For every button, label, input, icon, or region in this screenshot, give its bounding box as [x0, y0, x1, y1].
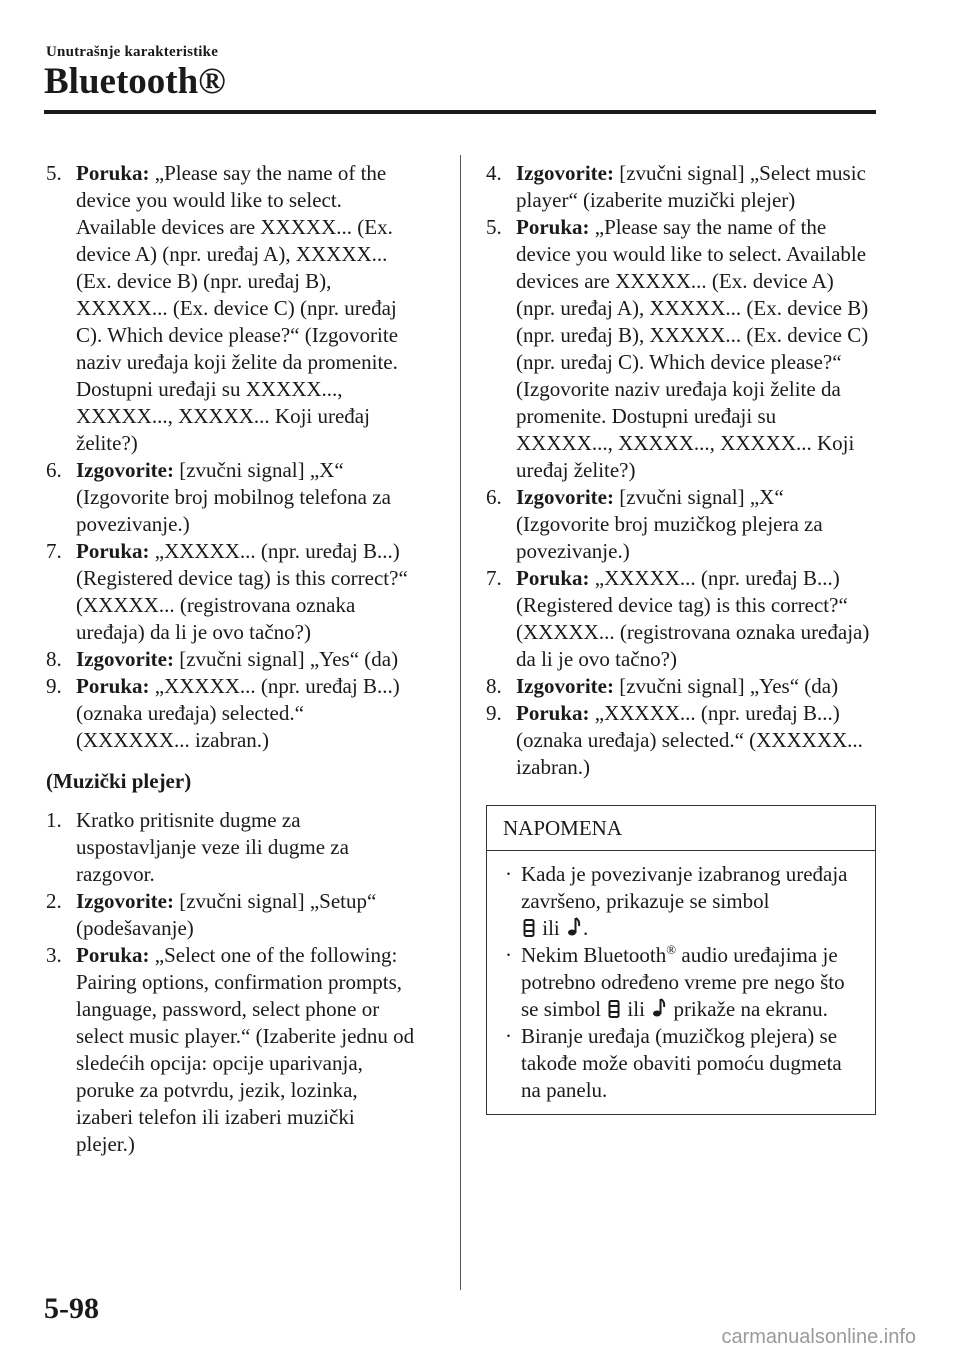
- music-note-icon: [567, 917, 581, 937]
- note-box: [486, 805, 876, 1115]
- watermark: carmanualsonline.info: [721, 1326, 916, 1348]
- step-label: Poruka:: [76, 161, 150, 185]
- step-label: Izgovorite:: [76, 647, 174, 671]
- note-text: prikaže na ekranu.: [673, 997, 828, 1021]
- music-note-icon: [652, 998, 666, 1018]
- step-text: „XXXXX... (npr. uređaj B...) (Registered device tag) is this correct?“ (XXXXX... (registrovana oznaka uređaja) da li je ovo tačno?): [76, 539, 408, 644]
- phone-icon: [608, 1000, 620, 1018]
- step-item: [46, 807, 418, 888]
- step-number: 8.: [486, 674, 502, 698]
- step-text: [zvučni signal] „Select music player“ (izaberite muzički plejer): [516, 161, 866, 212]
- step-label: Izgovorite:: [516, 485, 614, 509]
- step-item: [486, 673, 876, 700]
- step-item: [46, 888, 418, 942]
- step-number: 5.: [486, 215, 502, 239]
- note-title: NAPOMENA: [487, 806, 875, 851]
- left-column: [46, 160, 418, 1158]
- step-label: Izgovorite:: [516, 674, 614, 698]
- step-item: [486, 484, 876, 565]
- bullet-dot: ·: [505, 943, 512, 967]
- page-number: 5-98: [44, 1292, 99, 1325]
- step-label: Poruka:: [76, 539, 150, 563]
- step-item: [486, 700, 876, 781]
- note-text: .: [583, 916, 589, 940]
- step-text: „Select one of the following: Pairing options, confirmation prompts, language, password, select phone or select music player.“ (Izaberite jednu od sledećih opcija: opcije uparivanja, poruke za potvrdu, jezik, lozinka, izaberi telefon ili izaberi muzički plejer.): [76, 943, 415, 1156]
- step-number: 5.: [46, 161, 62, 185]
- chapter-title: Bluetooth®: [44, 61, 226, 102]
- step-text: [zvučni signal] „Yes“ (da): [173, 647, 399, 671]
- step-number: 6.: [486, 485, 502, 509]
- right-column: [486, 160, 876, 1115]
- step-label: Poruka:: [516, 701, 590, 725]
- note-text: Kada je povezivanje izabranog uređaja završeno, prikazuje se simbol: [521, 862, 848, 913]
- step-number: 9.: [46, 674, 62, 698]
- note-text: Nekim Bluetooth: [521, 943, 667, 967]
- step-label: Poruka:: [76, 943, 150, 967]
- step-item: [486, 160, 876, 214]
- step-label: Poruka:: [516, 566, 590, 590]
- step-number: 8.: [46, 647, 62, 671]
- step-label: Poruka:: [516, 215, 590, 239]
- step-item: [486, 565, 876, 673]
- step-text: „Please say the name of the device you would like to select. Available devices are XXXXX... (Ex. device A) (npr. uređaj A), XXXXX... (Ex. device B) (npr. uređaj B), XXXXX... (Ex. device C) (npr. uređaj C). Which device please?“ (Izgovorite naziv uređaja koji želite da promenite. Dostupni uređaji su XXXXX..., XXXXX..., XXXXX... Koji uređaj želite?): [516, 215, 869, 482]
- header-rule: [44, 110, 876, 114]
- step-text: [zvučni signal] „Setup“ (podešavanje): [76, 889, 377, 940]
- step-text: „XXXXX... (npr. uređaj B...) (oznaka uređaja) selected.“ (XXXXXX... izabran.): [76, 674, 400, 752]
- registered-mark: ®: [666, 942, 677, 957]
- step-text: „XXXXX... (npr. uređaj B...) (Registered device tag) is this correct?“ (XXXXX... (registrovana oznaka uređaja) da li je ovo tačno?): [516, 566, 870, 671]
- step-number: 6.: [46, 458, 62, 482]
- step-number: 1.: [46, 808, 62, 832]
- note-text: audio uređajima je potrebno određeno vreme pre nego što se simbol: [521, 943, 845, 1021]
- step-label: Izgovorite:: [516, 161, 614, 185]
- step-number: 3.: [46, 943, 62, 967]
- step-label: Poruka:: [76, 674, 150, 698]
- bullet-dot: ·: [505, 1024, 512, 1048]
- step-text: Kratko pritisnite dugme za uspostavljanje veze ili dugme za razgovor.: [76, 808, 349, 886]
- step-number: 4.: [486, 161, 502, 185]
- step-item: [46, 160, 418, 457]
- note-text: ili: [627, 997, 645, 1021]
- step-number: 9.: [486, 701, 502, 725]
- step-item: [46, 646, 418, 673]
- step-text: [zvučni signal] „Yes“ (da): [613, 674, 839, 698]
- step-number: 7.: [486, 566, 502, 590]
- step-number: 2.: [46, 889, 62, 913]
- step-text: „Please say the name of the device you would like to select. Available devices are XXXXX... (Ex. device A) (npr. uređaj A), XXXXX... (Ex. device B) (npr. uređaj B), XXXXX... (Ex. device C) (npr. uređaj C). Which device please?“ (Izgovorite naziv uređaja koji želite da promenite. Dostupni uređaji su XXXXX..., XXXXX..., XXXXX... Koji uređaj želite?): [76, 161, 399, 455]
- column-divider: [460, 155, 461, 1290]
- note-body: [487, 851, 875, 1114]
- step-text: [zvučni signal] „X“ (Izgovorite broj mobilnog telefona za povezivanje.): [76, 458, 391, 536]
- note-bullet: [501, 942, 861, 1023]
- step-item: [46, 457, 418, 538]
- step-item: [46, 942, 418, 1158]
- step-number: 7.: [46, 539, 62, 563]
- step-label: Izgovorite:: [76, 458, 174, 482]
- section-label: Unutrašnje karakteristike: [46, 44, 219, 60]
- step-label: Izgovorite:: [76, 889, 174, 913]
- phone-icon: [523, 919, 535, 937]
- step-item: [486, 214, 876, 484]
- step-text: „XXXXX... (npr. uređaj B...) (oznaka uređaja) selected.“ (XXXXXX... izabran.): [516, 701, 863, 779]
- step-text: [zvučni signal] „X“ (Izgovorite broj muzičkog plejera za povezivanje.): [516, 485, 823, 563]
- bullet-dot: ·: [505, 862, 512, 886]
- note-text: ili: [542, 916, 560, 940]
- step-item: [46, 673, 418, 754]
- note-text: Biranje uređaja (muzičkog plejera) se takođe može obaviti pomoću dugmeta na panelu.: [521, 1024, 842, 1102]
- subheading-music-player: (Muzički plejer): [46, 769, 192, 793]
- note-bullet: [501, 1023, 861, 1104]
- note-bullet: [501, 861, 861, 942]
- step-item: [46, 538, 418, 646]
